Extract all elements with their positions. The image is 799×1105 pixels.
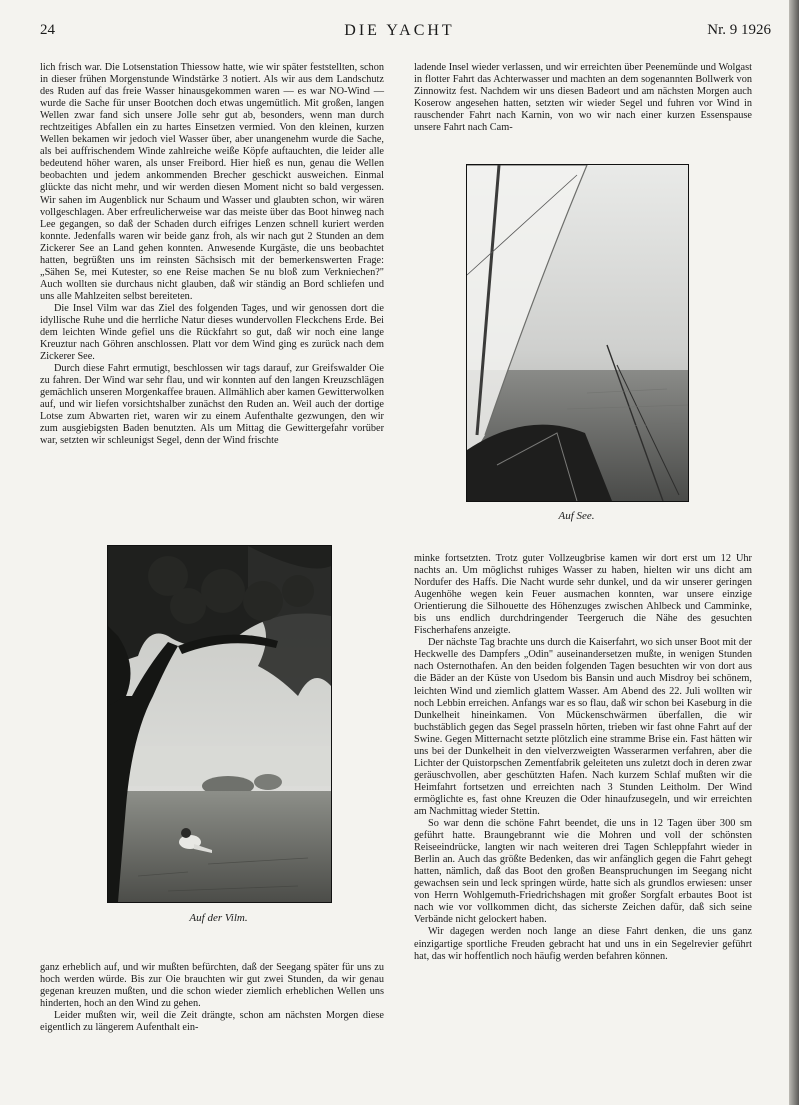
paragraph: Durch diese Fahrt ermutigt, beschlossen wir tags darauf, zur Greifswalder Oie zu fahren. Der Wind war sehr flau, und wir konnten auf den langen Kreuzschlägen gemächlich unseren Morgenkaffee brauen. Allmählich aber kamen Gewitterwolken auf, und wir liefen vorsichtshalber zunächst den Ruden an. Weil auch der dortige Lotse zum Abwarten riet, waren wir zu einem Aufenthalte gezwungen, den wir zum ausgiebigsten Baden benutzten. Als um Mittag die Gewittergefahr vorüber war, setzten wir schleunigst Segel, denn der Wind frischte [40,363,384,447]
column-right-bottom [414,553,752,963]
page-edge-shadow [789,0,799,1105]
sailing-photo [466,164,689,502]
island-photo-image [108,546,331,902]
paragraph: ladende Insel wieder verlassen, und wir erreichten über Peenemünde und Wolgast in flotter Fahrt das Achterwasser und machten an dem sogenannten Bollwerk von Zinnowitz fest. Nachdem wir uns diesen Badeort und am nächsten Morgen auch Koserow angesehen hatten, setzten wir wieder Segel und fuhren vor Wind in rauschender Fahrt nach Karnin, von wo wir nach einer kurzen Essenspause unsere Fahrt nach Cam- [414,62,752,134]
paragraph: lich frisch war. Die Lotsenstation Thiessow hatte, wie wir später feststellten, schon in dieser frühen Morgenstunde Windstärke 3 notiert. Als wir aus dem Landschutz des Ruden auf das freie Wasser hinausgekommen waren — es war NO-Wind — wurde die Sache für unser Bootchen doch etwas ungemütlich. Mit großen, langen Wellen zwar fand sich unsere Jolle sehr gut ab, besonders, wenn man durch rechtzeitiges Abfallen ein zu hartes Einsetzen vermied. Von den kleinen, kurzen Wellen bekamen wir jedoch viel Wasser über, aber unangenehm wurde die Sache, als bei auffrischendem Winde zahlreiche weiße Köpfe auftauchten, die leider alle bedeutend höher waren, als unser Freibord. Hier hieß es nun, genau die Wellen beobachten und jedem ankommenden Brecher geschickt ausweichen. Einmal glückte das nicht mehr, und wir werden diesen Moment nicht so bald vergessen. Wir sahen im Augenblick nur Schaum und Wasser und glaubten schon, wir wären vollgeschlagen. Aber erfreulicherweise war das meiste über das Boot hinweg nach Lee gegangen, so daß der Schaden durch eifriges Lenzen schnell kuriert werden konnte. Jedenfalls waren wir beide ganz froh, als wir nach gut 2 Stunden an dem Zickerer See an Land gehen konnten. Anwesende Kurgäste, die uns beobachtet hatten, begrüßten uns im reinsten Sächsisch mit der bemerkenswerten Frage: „Sähen Se, mei Kutester, so ene Reise machen Se nu bloß zum Verkniechen?" Auch wollten sie durchaus nicht glauben, daß wir ständig an Bord schliefen und uns alle Mahlzeiten selbst bereiteten. [40,62,384,302]
photo-caption: Auf der Vilm. [189,912,248,924]
paragraph: minke fortsetzten. Trotz guter Vollzeugbrise kamen wir dort erst um 12 Uhr nachts an. Um möglichst ruhiges Wasser zu haben, hielten wir uns dicht am Nordufer des Haffs. Die Nacht wurde sehr dunkel, und da wir unserer geringen Augenhöhe wegen kein Feuer ausmachen konnten, war unsere einzige Orientierung die Silhouette des Höhenzuges zwischen Ahlbeck und Camminke, bis uns endlich durchdringender Teergeruch die Nähe des gesuchten Fischerhafens anzeigte. [414,553,752,637]
paragraph: Die Insel Vilm war das Ziel des folgenden Tages, und wir genossen dort die idyllische Ruhe und die herrliche Natur dieses wundervollen Fleckchens Erde. Bei dem leichten Winde gefiel uns die Rückfahrt so gut, daß wir noch eine lange Kreuztur nach Göhren anschlossen. Platt vor dem Wind ging es zurück nach dem Zickerer See. [40,302,384,363]
island-photo [107,545,332,903]
issue-number: Nr. 9 1926 [707,22,771,38]
column-right-top [414,62,752,134]
paragraph: ganz erheblich auf, und wir mußten befürchten, daß der Seegang später für uns zu hoch werden würde. Bis zur Oie brauchten wir gut zwei Stunden, da wir genau gegenan kreuzen mußten, und die schon wieder ziemlich erheblichen Wellen uns hinderten, hoch an den Wind zu gehen. [40,962,384,1010]
paragraph: Leider mußten wir, weil die Zeit drängte, schon am nächsten Morgen diese eigentlich zu längerem Aufenthalt ein- [40,1010,384,1034]
column-left-top [40,62,384,448]
magazine-title: DIE YACHT [344,22,455,39]
sailing-photo-image [467,165,688,501]
paragraph: Wir dagegen werden noch lange an diese Fahrt denken, die uns ganz einzigartige sportliche Freuden gebracht hat und uns in ein Segelrevier geführt hat, das wir hoffentlich noch häufig werden befahren können. [414,926,752,962]
column-left-bottom [40,962,384,1034]
photo-caption: Auf See. [558,510,595,522]
paragraph: So war denn die schöne Fahrt beendet, die uns in 12 Tagen über 300 sm geführt hatte. Braungebrannt wie die Mohren und voll der schönsten Reiseeindrücke, langten wir nach weiteren drei Tagen Schleppfahrt wieder in Berlin an. Auch das größte Bedenken, das wir anfänglich gegen die Fahrt gehegt hatten, nämlich, daß das Boot den großen Beanspruchungen im Seegang nicht gewachsen sein und leck springen würde, hatte sich als grundlos erwiesen: unser von Herrn Wohlgemuth-Friedrichshagen mit großer Sorgfalt erbautes Boot ist nach wie vor vollkommen dicht, das sicherste Zeichen dafür, daß sich seine Verbände nicht gelockert haben. [414,818,752,926]
paragraph: Der nächste Tag brachte uns durch die Kaiserfahrt, wo sich unser Boot mit der Heckwelle des Dampfers „Odin" auseinandersetzen mußte, in wenigen Stunden nach Osternothafen. An den beiden folgenden Tagen besuchten wir von dort aus die Bäder an der Küste von Usedom bis Bansin und auch Misdroy bei schönem, leichten Wind und ziemlich glattem Wasser. Am Abend des 22. Juli wollten wir noch Lebbin erreichen. Anfangs war es so flau, daß wir schon bei Kaseburg in die Dunkelheit hineinkamen. Von Mückenschwärmen überfallen, die wir buchstäblich gegen das Segel prasseln hörten, trieben wir fast ohne Fahrt auf der Swine. Gegen Mitternacht setzte plötzlich eine stramme Brise ein. Fast hätten wir uns bei der Dunkelheit in den vielverzweigten Wasserarmen verfahren, aber die Lichter der Quistorpschen Zementfabrik geleiteten uns zuletzt doch in deren zwar geräuschvollen, aber geschützten Hafen. Nach kurzem Schlaf mußten wir die Heimfahrt fortsetzen und erreichten nach 3 Stunden Leitholm. Der Wind ermöglichte es, fast ohne Kreuzen die Oder hinaufzusegeln, und wir erreichten am Nachmittag wieder Stettin. [414,637,752,817]
page-number: 24 [40,22,55,38]
